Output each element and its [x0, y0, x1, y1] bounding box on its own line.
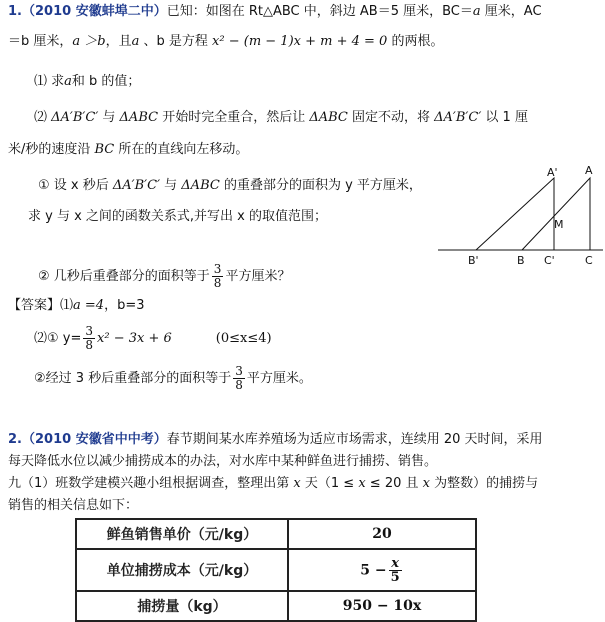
q2-line3-x2: x — [358, 476, 366, 491]
triangle-moving — [476, 178, 554, 250]
q1-part2-e: 以 1 厘 — [481, 110, 528, 125]
q1-intro-a: 已知：如图在 Rt△ABC 中，斜边 AB＝5 厘米，BC＝ — [166, 4, 473, 19]
q1-cond: a ＞b — [72, 34, 106, 49]
q1-tri-fixed-2: ΔABC — [309, 110, 348, 125]
q1-part2-line2 — [8, 140, 248, 160]
q2-number: 2. — [8, 432, 22, 447]
table-row — [76, 549, 476, 591]
q1-part1-a: ⑴ 求 — [34, 74, 65, 89]
q2-line3-b: 天（1 ≤ — [300, 476, 359, 491]
q1-source: （2010 安徽蚌埠二中） — [21, 4, 167, 19]
q1-part2-line2-a: 米/秒的速度沿 — [8, 142, 95, 157]
table-cost-const: 5 − — [360, 562, 387, 578]
label-m: M — [554, 218, 564, 231]
answer-label: 【答案】 — [8, 298, 61, 313]
answer-part2b-num: 3 — [235, 364, 243, 378]
answer-fraction — [83, 325, 95, 352]
table-row-value: 950 − 10x — [288, 591, 476, 621]
q1-sub1-tri-fixed: ΔABC — [181, 178, 220, 193]
q1-sub1-line2: 求 y 与 x 之间的函数关系式,并写出 x 的取值范围； — [28, 209, 328, 224]
answer-part1: ⑴ — [60, 298, 74, 313]
q1-line-2 — [8, 32, 443, 52]
answer-range: (0≤x≤4) — [215, 331, 272, 346]
q2-line3-d: 为整数）的捕捞与 — [429, 476, 539, 491]
table-row-label: 单位捕捞成本（元/kg） — [76, 549, 288, 591]
q2-line-2: 每天降低水位以减少捕捞成本的办法，对水库中某种鲜鱼进行捕捞、销售。 — [8, 454, 438, 469]
label-c-prime: C' — [544, 254, 555, 267]
q2-line1-text: 春节期间某水库养殖场为适应市场需求，连续用 20 天时间，采用 — [166, 432, 543, 447]
answer-b-eq: ，b=3 — [104, 298, 145, 313]
answer-part2b-den: 8 — [235, 378, 243, 392]
answer-a-eq: a =4 — [73, 298, 105, 313]
q2-line3-x3: x — [422, 476, 430, 491]
table-row-label: 鲜鱼销售单价（元/kg） — [76, 519, 288, 549]
table-row — [76, 519, 476, 549]
q1-tri-moving-2: ΔA′B′C′ — [434, 110, 482, 125]
q1-part2-b: 与 — [98, 110, 120, 125]
q1-number: 1. — [8, 4, 22, 19]
q1-part2-d: 固定不动，将 — [347, 110, 435, 125]
q1-part2-line2-b: 所在的直线向左移动。 — [114, 142, 249, 157]
answer-part2b-a: ②经过 3 秒后重叠部分的面积等于 — [34, 371, 232, 386]
answer-line-1 — [8, 296, 145, 316]
answer-line-2 — [34, 322, 272, 356]
answer-part2b-b: 平方厘米。 — [246, 371, 312, 386]
q2-line3-c: ≤ 20 且 — [365, 476, 423, 491]
label-c: C — [585, 254, 593, 267]
q1-seg-bc: BC — [94, 142, 115, 157]
info-table — [75, 518, 477, 622]
label-a: A — [585, 164, 593, 177]
table-row-value — [288, 549, 476, 591]
q1-tri-moving: ΔA′B′C′ — [51, 110, 99, 125]
answer-line-3 — [34, 362, 312, 396]
q2-line-1 — [8, 430, 543, 450]
table-cost-den: 5 — [390, 569, 400, 585]
q1-part1-b: 和 b 的值； — [71, 74, 141, 89]
q1-part2-c: 开始时完全重合，然后让 — [158, 110, 310, 125]
answer-poly: x² − 3x + 6 — [97, 331, 172, 346]
answer-part2b-fraction — [233, 365, 245, 392]
q1-part1 — [34, 72, 140, 92]
q1-sub1-a: ① 设 x 秒后 — [38, 178, 113, 193]
q2-line3-a: 九（1）班数学建模兴趣小组根据调查，整理出第 — [8, 476, 294, 491]
q1-part1-var: a — [64, 74, 72, 89]
q1-line2-c: 、b 是方程 — [139, 34, 213, 49]
table-row-label: 捕捞量（kg） — [76, 591, 288, 621]
label-b-prime: B' — [468, 254, 479, 267]
q1-var-a-2: a — [131, 34, 140, 49]
q2-line3-x: x — [293, 476, 301, 491]
answer-part2-prefix: ⑵① y= — [34, 331, 82, 346]
q1-sub1-c: 的重叠部分的面积为 y 平方厘米， — [219, 178, 422, 193]
q1-sub1-b: 与 — [160, 178, 182, 193]
q2-line-3 — [8, 474, 538, 494]
q1-sub2-b: 平方厘米？ — [225, 269, 291, 284]
q1-sub2 — [38, 262, 290, 292]
table-row — [76, 591, 476, 621]
q1-part2-a: ⑵ — [34, 110, 52, 125]
q1-intro-b: 厘米，AC — [480, 4, 542, 19]
q1-line2-b: ，且 — [105, 34, 132, 49]
table-cost-num: x — [389, 557, 402, 571]
q1-sub2-a: ② 几秒后重叠部分的面积等于 — [38, 269, 210, 284]
q1-sub2-fraction — [212, 263, 224, 290]
q1-sub1-line1 — [38, 176, 422, 196]
q2-source: （2010 安徽省中中考） — [21, 432, 167, 447]
q2-line-4: 销售的相关信息如下： — [8, 498, 139, 513]
answer-den: 8 — [85, 338, 94, 352]
label-a-prime: A' — [547, 166, 558, 179]
q1-sub2-den: 8 — [213, 276, 222, 290]
triangle-figure — [438, 160, 603, 270]
table-cost-fraction — [389, 557, 402, 584]
q1-line-1 — [8, 2, 542, 22]
q1-tri-fixed: ΔABC — [119, 110, 159, 125]
q1-sub2-num: 3 — [213, 262, 222, 276]
q1-line2-a: ＝b 厘米， — [8, 34, 73, 49]
q1-var-a: a — [472, 4, 481, 19]
q1-part2-line1 — [34, 108, 528, 128]
label-b: B — [517, 254, 525, 267]
triangle-fixed — [522, 178, 590, 250]
q1-line2-d: 的两根。 — [387, 34, 444, 49]
table-row-value: 20 — [288, 519, 476, 549]
q1-sub1-tri-moving: ΔA′B′C′ — [112, 178, 161, 193]
answer-num: 3 — [85, 324, 94, 338]
q1-equation: x² − (m − 1)x + m + 4 = 0 — [212, 34, 388, 49]
